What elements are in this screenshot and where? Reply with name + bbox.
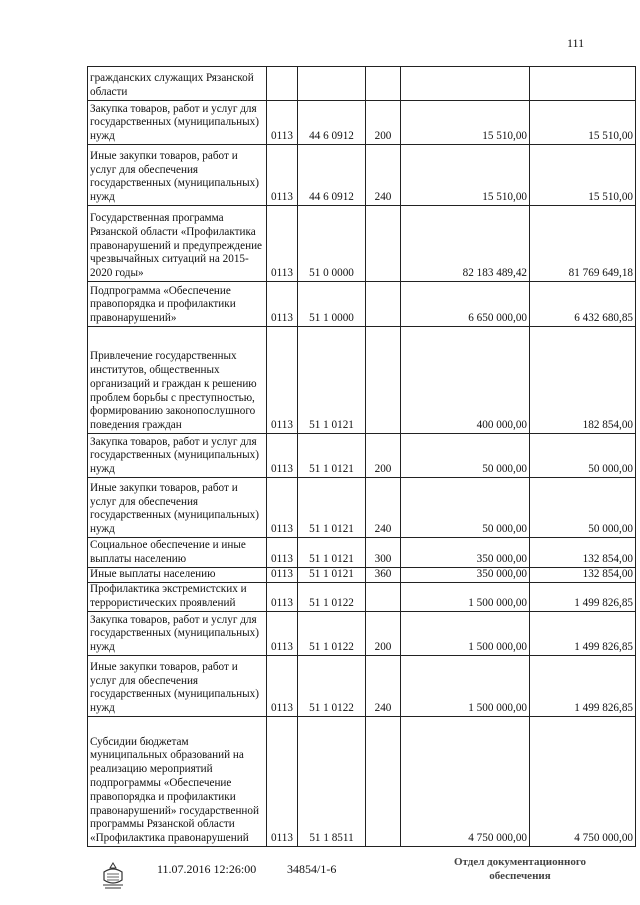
- table-row: [88, 101, 636, 145]
- department-line-1: Отдел документационного: [453, 856, 587, 868]
- cell-vr: [366, 282, 401, 327]
- cell-section: 0113: [267, 145, 298, 206]
- cell-vr: 200: [366, 612, 401, 656]
- cell-vr: 360: [366, 568, 401, 583]
- cell-section: 0113: [267, 101, 298, 145]
- cell-sum1: 350 000,00: [401, 538, 530, 568]
- cell-csr: 44 6 0912: [298, 101, 366, 145]
- cell-sum2: 1 499 826,85: [530, 583, 636, 612]
- cell-sum2: 15 510,00: [530, 101, 636, 145]
- cell-sum1: 50 000,00: [401, 478, 530, 538]
- cell-sum1: 82 183 489,42: [401, 206, 530, 282]
- cell-sum2: [530, 67, 636, 101]
- table-row: [88, 282, 636, 327]
- cell-sum2: 50 000,00: [530, 434, 636, 478]
- cell-csr: 51 1 8511: [298, 717, 366, 847]
- cell-vr: [366, 327, 401, 434]
- cell-sum1: 6 650 000,00: [401, 282, 530, 327]
- cell-vr: 200: [366, 101, 401, 145]
- cell-sum2: 132 854,00: [530, 568, 636, 583]
- cell-sum2: 15 510,00: [530, 145, 636, 206]
- cell-csr: 51 1 0121: [298, 327, 366, 434]
- cell-section: 0113: [267, 282, 298, 327]
- cell-name: Привлечение государственных институтов, общественных организаций и граждан к решению проблем борьбы с преступностью, формированию законопослушного поведения граждан: [88, 327, 267, 434]
- table-row: [88, 206, 636, 282]
- cell-sum2: 4 750 000,00: [530, 717, 636, 847]
- cell-section: 0113: [267, 206, 298, 282]
- cell-sum2: 132 854,00: [530, 538, 636, 568]
- table-row: [88, 568, 636, 583]
- cell-sum1: 1 500 000,00: [401, 612, 530, 656]
- cell-vr: 200: [366, 434, 401, 478]
- cell-csr: 51 1 0121: [298, 434, 366, 478]
- footer-doc-number: 34854/1-6: [287, 862, 337, 876]
- cell-section: 0113: [267, 583, 298, 612]
- cell-csr: 51 1 0122: [298, 612, 366, 656]
- cell-name: Иные выплаты населению: [88, 568, 267, 583]
- cell-section: 0113: [267, 717, 298, 847]
- cell-section: 0113: [267, 478, 298, 538]
- cell-section: [267, 67, 298, 101]
- table-row: [88, 67, 636, 101]
- cell-csr: [298, 67, 366, 101]
- footer-datetime: 11.07.2016 12:26:00: [157, 862, 257, 876]
- cell-sum2: 6 432 680,85: [530, 282, 636, 327]
- table-row: [88, 656, 636, 717]
- cell-csr: 51 1 0122: [298, 656, 366, 717]
- cell-name: Государственная программа Рязанской области «Профилактика правонарушений и предупреждение чрезвычайных ситуаций на 2015-2020 годы»: [88, 206, 267, 282]
- cell-section: 0113: [267, 327, 298, 434]
- cell-section: 0113: [267, 538, 298, 568]
- cell-name: Субсидии бюджетам муниципальных образований на реализацию мероприятий подпрограммы «Обеспечение правопорядка и профилактики правонарушений» государственной программы Рязанской области «Профилактика правонарушений: [88, 717, 267, 847]
- cell-vr: 300: [366, 538, 401, 568]
- cell-csr: 51 0 0000: [298, 206, 366, 282]
- cell-name: Иные закупки товаров, работ и услуг для обеспечения государственных (муниципальных) нужд: [88, 145, 267, 206]
- cell-vr: [366, 67, 401, 101]
- department-line-2: обеспечения: [489, 870, 551, 882]
- table-row: [88, 434, 636, 478]
- cell-name: Подпрограмма «Обеспечение правопорядка и профилактики правонарушений»: [88, 282, 267, 327]
- cell-sum1: 15 510,00: [401, 101, 530, 145]
- cell-section: 0113: [267, 568, 298, 583]
- cell-name: Социальное обеспечение и иные выплаты населению: [88, 538, 267, 568]
- cell-sum2: 1 499 826,85: [530, 612, 636, 656]
- cell-vr: 240: [366, 145, 401, 206]
- table-row: [88, 145, 636, 206]
- cell-sum2: 50 000,00: [530, 478, 636, 538]
- cell-sum1: 350 000,00: [401, 568, 530, 583]
- footer-department-stamp: [450, 855, 590, 883]
- cell-name: Профилактика экстремистских и террористических проявлений: [88, 583, 267, 612]
- cell-sum1: 400 000,00: [401, 327, 530, 434]
- cell-csr: 51 1 0121: [298, 568, 366, 583]
- cell-sum1: 4 750 000,00: [401, 717, 530, 847]
- cell-sum1: [401, 67, 530, 101]
- cell-name: Иные закупки товаров, работ и услуг для обеспечения государственных (муниципальных) нужд: [88, 656, 267, 717]
- cell-section: 0113: [267, 612, 298, 656]
- table-row: [88, 478, 636, 538]
- cell-vr: [366, 583, 401, 612]
- cell-sum1: 1 500 000,00: [401, 656, 530, 717]
- cell-section: 0113: [267, 434, 298, 478]
- cell-sum1: 50 000,00: [401, 434, 530, 478]
- cell-vr: [366, 206, 401, 282]
- cell-csr: 51 1 0122: [298, 583, 366, 612]
- cell-csr: 51 1 0121: [298, 478, 366, 538]
- cell-vr: 240: [366, 656, 401, 717]
- cell-vr: 240: [366, 478, 401, 538]
- cell-sum1: 15 510,00: [401, 145, 530, 206]
- table-row: [88, 612, 636, 656]
- table-row: [88, 538, 636, 568]
- cell-section: 0113: [267, 656, 298, 717]
- cell-name: Иные закупки товаров, работ и услуг для обеспечения государственных (муниципальных) нужд: [88, 478, 267, 538]
- cell-csr: 44 6 0912: [298, 145, 366, 206]
- cell-name: Закупка товаров, работ и услуг для государственных (муниципальных) нужд: [88, 101, 267, 145]
- coat-of-arms-icon: [98, 860, 128, 890]
- cell-sum2: 1 499 826,85: [530, 656, 636, 717]
- cell-name: Закупка товаров, работ и услуг для государственных (муниципальных) нужд: [88, 612, 267, 656]
- table-row: [88, 327, 636, 434]
- cell-csr: 51 1 0121: [298, 538, 366, 568]
- cell-name: Закупка товаров, работ и услуг для государственных (муниципальных) нужд: [88, 434, 267, 478]
- cell-csr: 51 1 0000: [298, 282, 366, 327]
- cell-sum1: 1 500 000,00: [401, 583, 530, 612]
- cell-sum2: 182 854,00: [530, 327, 636, 434]
- cell-sum2: 81 769 649,18: [530, 206, 636, 282]
- cell-name: гражданских служащих Рязанской области: [88, 67, 267, 101]
- page-number: 111: [567, 36, 585, 50]
- table-row: [88, 717, 636, 847]
- table-row: [88, 583, 636, 612]
- budget-table: [87, 66, 636, 847]
- cell-vr: [366, 717, 401, 847]
